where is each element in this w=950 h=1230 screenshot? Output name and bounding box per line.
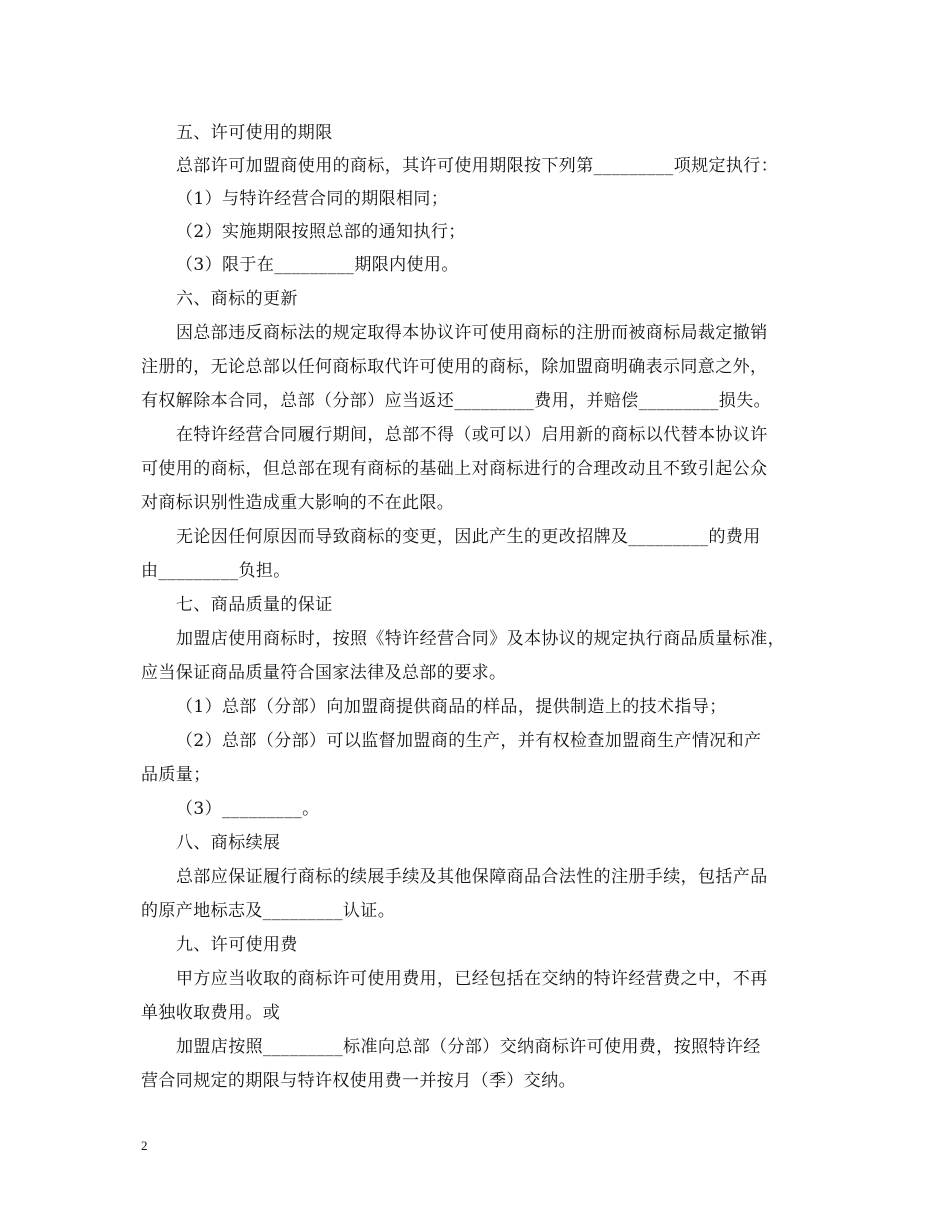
- list-item: （1）与特许经营合同的期限相同；: [176, 189, 449, 209]
- list-item: （3）_________。: [176, 799, 320, 819]
- body-text-line: 可使用的商标，但总部在现有商标的基础上对商标进行的合理改动且不致引起公众: [141, 459, 768, 479]
- section-heading: 六、商标的更新: [176, 289, 298, 309]
- body-text-line: 加盟店使用商标时，按照《特许经营合同》及本协议的规定执行商品质量标准，: [176, 629, 785, 649]
- list-item: （1）总部（分部）向加盟商提供商品的样品，提供制造上的技术指导；: [176, 697, 727, 717]
- body-text-line: 营合同规定的期限与特许权使用费一并按月（季）交纳。: [141, 1071, 576, 1091]
- body-text-line: 总部许可加盟商使用的商标，其许可使用期限按下列第_________项规定执行：: [176, 156, 779, 176]
- body-text-line: 注册的，无论总部以任何商标取代许可使用的商标，除加盟商明确表示同意之外，: [141, 357, 768, 377]
- body-text-line: 有权解除本合同，总部（分部）应当返还_________费用，并赔偿_________损失。: [141, 391, 771, 411]
- list-item-continuation: 品质量；: [141, 765, 211, 785]
- body-text-line: 在特许经营合同履行期间，总部不得（或可以）启用新的商标以代替本协议许: [176, 425, 768, 445]
- section-heading: 八、商标续展: [176, 833, 281, 853]
- body-text-line: 无论因任何原因而导致商标的变更，因此产生的更改招牌及_________的费用: [176, 527, 761, 547]
- body-text-line: 甲方应当收取的商标许可使用费用，已经包括在交纳的特许经营费之中，不再: [176, 969, 768, 989]
- section-heading: 九、许可使用费: [176, 935, 298, 955]
- body-text-line: 的原产地标志及_________认证。: [141, 901, 396, 921]
- body-text-line: 单独收取费用。或: [141, 1003, 281, 1023]
- list-item: （3）限于在_________期限内使用。: [176, 255, 459, 275]
- section-heading: 七、商品质量的保证: [176, 595, 333, 615]
- list-item: （2）总部（分部）可以监督加盟商的生产，并有权检查加盟商生产情况和产: [176, 731, 762, 751]
- body-text-line: 由_________负担。: [141, 561, 291, 581]
- page-number: 2: [141, 1138, 148, 1153]
- list-item: （2）实施期限按照总部的通知执行；: [176, 222, 466, 242]
- body-text-line: 因总部违反商标法的规定取得本协议许可使用商标的注册而被商标局裁定撤销: [176, 323, 768, 343]
- section-heading: 五、许可使用的期限: [176, 123, 333, 143]
- body-text-line: 应当保证商品质量符合国家法律及总部的要求。: [141, 663, 507, 683]
- body-text-line: 对商标识别性造成重大影响的不在此限。: [141, 493, 455, 513]
- body-text-line: 总部应保证履行商标的续展手续及其他保障商品合法性的注册手续，包括产品: [176, 867, 768, 887]
- body-text-line: 加盟店按照_________标准向总部（分部）交纳商标许可使用费，按照特许经: [176, 1037, 761, 1057]
